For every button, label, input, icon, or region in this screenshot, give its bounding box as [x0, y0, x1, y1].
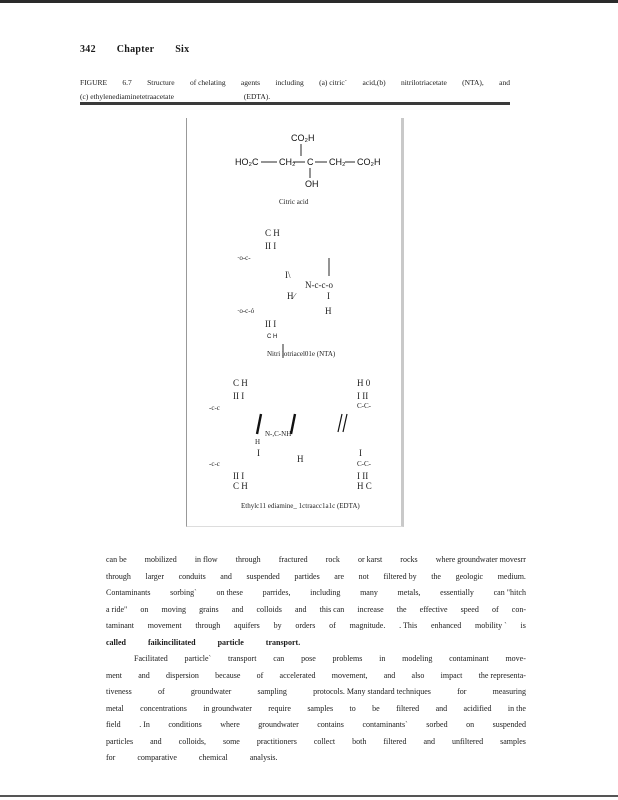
word: aquifers	[234, 621, 260, 630]
nta-fragment: H∕	[287, 291, 296, 301]
word: field	[106, 720, 121, 729]
word: including	[310, 588, 341, 597]
word: through	[235, 555, 261, 564]
word: fractured	[278, 555, 308, 564]
word: through	[106, 571, 131, 581]
word: speed	[460, 604, 479, 614]
edta-fragment: C H	[233, 481, 248, 491]
figure-panel	[186, 118, 404, 527]
word: in flow	[194, 555, 218, 564]
word: move-	[505, 654, 526, 663]
word: conditions	[168, 720, 202, 729]
edta-fragment: I	[257, 448, 260, 458]
word: in	[379, 654, 386, 663]
word: analysis.	[249, 753, 278, 762]
word: essentially	[440, 588, 474, 597]
nta-fragment: II I	[265, 241, 277, 251]
nta-fragment: N-c-c-o	[305, 280, 333, 290]
edta-fragment: -c-c	[209, 460, 220, 468]
word: comparative	[137, 753, 177, 762]
bond	[257, 414, 261, 434]
citric-right-ch2: CH₂	[329, 157, 346, 167]
scan-top-edge	[0, 0, 618, 3]
word: of	[329, 621, 336, 630]
edta-fragment: C-C-	[357, 402, 371, 410]
caption-word: (EDTA).	[243, 92, 271, 101]
word: be	[372, 703, 380, 713]
word: metal	[106, 703, 124, 713]
word: Contaminants	[106, 588, 151, 597]
word: can	[273, 654, 285, 663]
word: filtered	[383, 736, 407, 746]
bond	[338, 414, 342, 432]
bond	[343, 414, 347, 432]
word: both	[352, 736, 367, 746]
word: . This	[399, 621, 418, 630]
word: larger	[145, 571, 164, 581]
word: rocks	[400, 555, 418, 564]
citric-label: Citric acid	[279, 198, 309, 206]
word: ment	[106, 670, 122, 680]
word: also	[411, 670, 425, 680]
word: for	[457, 687, 467, 696]
word: is	[520, 621, 526, 630]
word: can be	[106, 555, 127, 564]
word: sorbed	[426, 720, 448, 729]
edta-fragment: II I	[233, 471, 245, 481]
nta-fragment: II I	[265, 319, 277, 329]
text-line	[106, 717, 526, 734]
word: particle	[217, 637, 244, 647]
word: for	[106, 753, 116, 762]
nta-fragment: C H	[267, 334, 278, 340]
word: practitioners	[256, 736, 297, 746]
word: effective	[419, 604, 448, 614]
caption-word: of chelating	[189, 78, 226, 87]
word: faikincilitated	[148, 637, 196, 647]
word: groundwater	[190, 687, 232, 696]
word: this can	[319, 604, 345, 614]
chapter-label: Chapter	[116, 44, 155, 55]
edta-fragment: H 0	[357, 378, 371, 388]
text-line	[106, 651, 526, 668]
nta-fragment: ·o-c-ó	[237, 307, 255, 315]
word: groundwater	[258, 720, 299, 729]
word: sampling	[257, 687, 287, 696]
edta-fragment: N-,C-NH	[265, 430, 292, 438]
word: suspended	[246, 571, 280, 581]
word: impact	[440, 670, 463, 680]
word: the representa-	[478, 670, 526, 680]
nta-fragment: ·o-c-	[237, 254, 251, 262]
word: chemical	[198, 753, 228, 762]
text-line	[106, 569, 526, 586]
word: taminant	[106, 621, 134, 630]
word: movement	[147, 621, 182, 630]
edta-fragment: H	[255, 438, 261, 446]
word: many	[360, 588, 378, 597]
word: mobility `	[474, 621, 507, 630]
word: partides	[294, 571, 320, 581]
text-line	[106, 635, 526, 652]
word: in the	[507, 703, 526, 713]
word: contaminants`	[362, 720, 408, 729]
word: increase	[357, 604, 384, 614]
chapter-number: Six	[175, 44, 190, 55]
word: samples	[500, 736, 526, 746]
citric-right-group: CO₂H	[357, 157, 381, 167]
word: through	[195, 621, 221, 630]
caption-word: agents	[240, 78, 261, 87]
text-line	[106, 585, 526, 602]
edta-fragment: I	[359, 448, 362, 458]
word: particles	[106, 736, 134, 746]
edta-fragment: I II	[357, 471, 369, 481]
running-head	[80, 44, 207, 55]
word: acidified	[463, 703, 492, 713]
word: measuring	[492, 687, 526, 696]
word: unfiltered	[451, 736, 484, 746]
nta-fragment: H	[325, 306, 332, 316]
body-text	[106, 552, 526, 767]
caption-word: (NTA),	[462, 78, 484, 87]
word: movement,	[331, 670, 368, 680]
word: accelerated	[279, 670, 316, 680]
word: tiveness	[106, 687, 132, 696]
text-line	[106, 552, 526, 569]
word: to	[349, 703, 356, 713]
nta-fragment: I	[327, 291, 330, 301]
edta-fragment: H C	[357, 481, 372, 491]
text-line	[106, 618, 526, 635]
word: colloids	[256, 604, 282, 614]
word: of	[491, 604, 499, 614]
caption-rule	[80, 102, 510, 105]
word: the	[396, 604, 407, 614]
word: can "hitch	[493, 588, 526, 597]
citric-bottom-group: OH	[305, 179, 319, 189]
word: on these	[216, 588, 243, 597]
word: protocols. Many standard techniques	[313, 687, 431, 696]
word: pose	[301, 654, 316, 663]
citric-top-group: CO₂H	[291, 133, 315, 143]
word: sorbing`	[170, 588, 197, 597]
caption-word: Structure	[147, 78, 175, 87]
word: called	[106, 637, 126, 647]
word: parrides,	[262, 588, 291, 597]
word: . In	[139, 720, 150, 729]
bond	[291, 414, 295, 434]
citric-left-group: HO₂C	[235, 157, 259, 167]
word: samples	[307, 703, 334, 713]
word: geologic	[455, 571, 484, 581]
word: and	[294, 604, 307, 614]
edta-fragment: II I	[233, 391, 245, 401]
word: concentrations	[140, 703, 187, 713]
word: particle`	[184, 654, 212, 663]
word: of	[158, 687, 165, 696]
nta-structure	[237, 228, 336, 358]
word: and	[150, 736, 162, 746]
text-line	[106, 750, 526, 767]
edta-fragment: C-C-	[357, 460, 371, 468]
word: moving	[161, 604, 186, 614]
word: the	[431, 571, 441, 581]
citric-center-carbon: C	[307, 157, 314, 167]
text-line	[106, 701, 526, 718]
edta-fragment: C H	[233, 378, 248, 388]
chelating-agents-figure	[187, 118, 401, 526]
word: and	[231, 604, 244, 614]
nta-label: Nitri lotriacel01e (NTA)	[267, 350, 336, 358]
page-number: 342	[80, 44, 96, 55]
word: transport.	[265, 637, 301, 647]
figure-caption	[80, 76, 510, 104]
caption-word: FIGURE	[80, 78, 108, 87]
word: orders	[295, 621, 316, 630]
edta-fragment: -c-c	[209, 404, 220, 412]
word: grains	[199, 604, 219, 614]
word: on	[466, 720, 475, 729]
edta-label: Ethylc11 ediamine_ 1ctraacc1a1c (EDTA)	[241, 502, 360, 510]
word: where	[220, 720, 240, 729]
word: by	[273, 621, 282, 630]
word: require	[268, 703, 291, 713]
nta-fragment: I\	[285, 270, 291, 280]
word: problems	[332, 654, 363, 663]
word: or karst	[358, 555, 383, 564]
word: filtered	[396, 703, 420, 713]
word: contains	[317, 720, 344, 729]
word: a ride"	[106, 604, 128, 614]
word: of	[256, 670, 264, 680]
text-line	[106, 668, 526, 685]
word: transport	[227, 654, 257, 663]
word: con-	[511, 604, 526, 614]
word: are	[334, 571, 345, 581]
word: magnitude.	[349, 621, 386, 630]
word: contaminant	[449, 654, 489, 663]
word: collect	[313, 736, 336, 746]
word: filtered by	[383, 571, 417, 581]
edta-structure	[209, 378, 372, 510]
caption-word: (c) ethylenediaminetetraacetate	[80, 92, 174, 101]
word: medium.	[497, 571, 526, 581]
caption-line-1	[80, 76, 510, 90]
citric-left-ch2: CH₂	[279, 157, 296, 167]
word: modeling	[402, 654, 433, 663]
caption-word: including	[275, 78, 304, 87]
word: on	[140, 604, 149, 614]
caption-word: and	[499, 78, 510, 87]
text-line	[106, 602, 526, 619]
word: enhanced	[431, 621, 462, 630]
word: some	[222, 736, 240, 746]
text-line	[106, 734, 526, 751]
word: where groundwater movesrr	[435, 555, 526, 564]
word: dispersion	[166, 670, 199, 680]
word: and	[435, 703, 448, 713]
word: suspended	[492, 720, 526, 729]
word: colloids,	[178, 736, 206, 746]
citric-acid-structure	[235, 133, 381, 206]
nta-fragment: C H	[265, 228, 280, 238]
caption-word: acid,(b)	[362, 78, 386, 87]
word: and	[423, 736, 435, 746]
text-line	[106, 684, 526, 701]
caption-word: 6.7	[122, 78, 132, 87]
caption-word: (a) citric`	[319, 78, 348, 87]
word: and	[138, 670, 150, 680]
edta-fragment: I II	[357, 391, 369, 401]
word: not	[358, 571, 369, 581]
edta-fragment: H	[297, 454, 304, 464]
caption-word: nitrilotriacetate	[400, 78, 447, 87]
word: conduits	[178, 571, 206, 581]
word: Facilitated	[134, 654, 168, 663]
word: and	[383, 670, 396, 680]
word: rock	[325, 555, 340, 564]
word: in groundwater	[203, 703, 252, 713]
word: and	[220, 571, 232, 581]
scan-bottom-edge	[0, 795, 618, 797]
word: mobilized	[144, 555, 177, 564]
word: because	[215, 670, 241, 680]
word: metals,	[397, 588, 421, 597]
